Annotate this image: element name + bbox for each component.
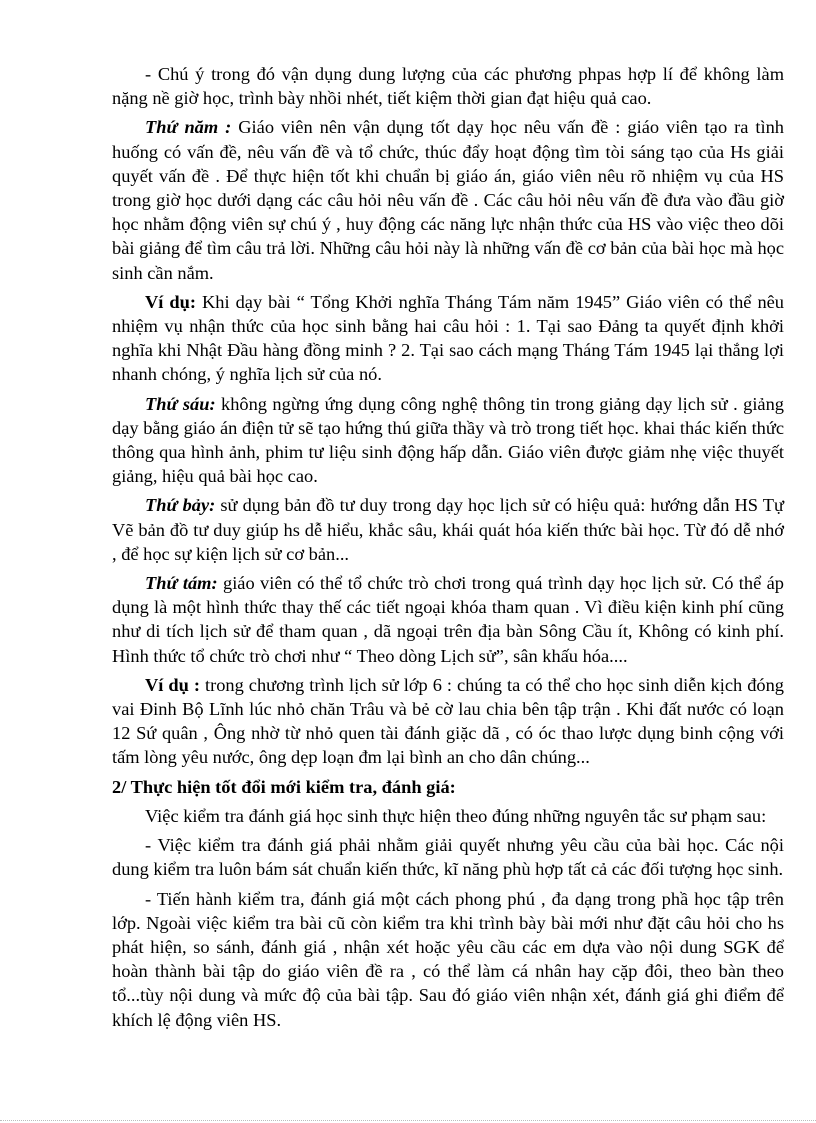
paragraph-lead: Thứ tám: bbox=[145, 573, 218, 594]
paragraph-lead: Thứ bảy: bbox=[145, 495, 216, 516]
paragraph-example-2 bbox=[112, 673, 784, 770]
paragraph-text: giáo viên có thể tổ chức trò chơi trong quá trình dạy học lịch sử. Có thể áp dụng là một hình thức thay thế các tiết ngoại khóa tham quan . Vì điều kiện kinh phí cũng như di tích lịch sử để tham quan , dã ngoại trên địa bàn Sông Cầu ít, Không có kinh phí. Hình thức tổ chức trò chơi như “ Theo dòng Lịch sử”, sân khấu hóa.... bbox=[112, 573, 785, 666]
paragraph-text: không ngừng ứng dụng công nghệ thông tin trong giảng dạy lịch sử . giảng dạy bằng giáo án điện tử sẽ tạo hứng thú giữa thầy và trò trong tiết học. khai thác kiến thức thông qua hình ảnh, phim tư liệu sinh động hấp dẫn. Giáo viên được giảm nhẹ việc thuyết giảng, hiệu quả bài học cao. bbox=[112, 393, 784, 487]
paragraph-lead: Thứ sáu: bbox=[145, 393, 216, 414]
paragraph-thu-bay bbox=[112, 493, 784, 566]
paragraph-text: sử dụng bản đồ tư duy trong dạy học lịch sử có hiệu quả: hướng dẫn HS Tự Vẽ bản đồ tư duy giúp hs dễ hiểu, khắc sâu, khái quát hóa kiến thức bài học. Từ đó dễ nhớ , để học sự kiện lịch sử cơ bản... bbox=[112, 495, 784, 564]
paragraph-thu-nam bbox=[112, 115, 784, 284]
paragraph-text: - Chú ý trong đó vận dụng dung lượng của các phương phpas hợp lí để không làm nặng nề giờ học, trình bày nhồi nhét, tiết kiệm thời gian đạt hiệu quả cao. bbox=[112, 64, 784, 109]
paragraph-intro: Việc kiểm tra đánh giá học sinh thực hiện theo đúng những nguyên tắc sư phạm sau: bbox=[145, 805, 767, 826]
paragraph-example-1 bbox=[112, 290, 784, 387]
document-page bbox=[112, 62, 784, 1037]
paragraph-text: Khi dạy bài “ Tổng Khởi nghĩa Tháng Tám năm 1945” Giáo viên có thể nêu nhiệm vụ nhận thức của học sinh bằng hai câu hỏi : 1. Tại sao Đảng ta quyết định khởi nghĩa khi Nhật Đầu hàng đồng minh ? 2. Tại sao cách mạng Tháng Tám 1945 lại thắng lợi nhanh chóng, ý nghĩa lịch sử của nó. bbox=[112, 291, 784, 385]
paragraph-text: Giáo viên nên vận dụng tốt dạy học nêu vấn đề : giáo viên tạo ra tình huống có vấn đề, nêu vấn đề và tổ chức, thúc đẩy hoạt động tìm tòi sáng tạo của Hs giải quyết vấn đề . Để thực hiện tốt khi chuẩn bị giáo án, giáo viên nêu rõ nhiệm vụ của HS trong giờ học dưới dạng các câu hỏi nêu vấn đề . Các câu hỏi nêu vấn đề đưa vào đầu giờ học nhằm động viên sự chú ý , huy động các năng lực nhận thức của HS vào việc theo dõi bài giảng để tìm câu trả lời. Những câu hỏi này là những vấn đề cơ bản của bài học mà học sinh cần nắm. bbox=[112, 117, 784, 283]
paragraph-thu-tam bbox=[112, 571, 784, 668]
page-bottom-divider bbox=[0, 1120, 816, 1121]
paragraph-note bbox=[112, 62, 784, 110]
paragraph-lead: Thứ năm : bbox=[145, 117, 232, 138]
paragraph-bullet-1: - Việc kiểm tra đánh giá phải nhằm giải quyết nhưng yêu cầu của bài học. Các nội dung kiểm tra luôn bám sát chuẩn kiến thức, kĩ năng phù hợp tất cả các đối tượng học sinh. bbox=[112, 835, 784, 880]
paragraph-lead: Ví dụ : bbox=[145, 674, 200, 695]
paragraph-lead: Ví dụ: bbox=[145, 291, 196, 312]
section-heading: 2/ Thực hiện tốt đổi mới kiểm tra, đánh giá: bbox=[112, 776, 456, 797]
paragraph-bullet-2: - Tiến hành kiểm tra, đánh giá một cách phong phú , đa dạng trong phầ học tập trên lớp. Ngoài việc kiểm tra bài cũ còn kiểm tra khi trình bày bài mới như đặt câu hỏi cho hs phát hiện, so sánh, đánh giá , nhận xét hoặc yêu cầu các em dựa vào nội dung SGK để hoàn thành bài tập do giáo viên đề ra , có thể làm cá nhân hay cặp đôi, theo bàn theo tổ...tùy nội dung và mức độ của bài tập. Sau đó giáo viên nhận xét, đánh giá ghi điểm để khích lệ động viên HS. bbox=[112, 888, 784, 1030]
paragraph-thu-sau bbox=[112, 392, 784, 489]
paragraph-text: trong chương trình lịch sử lớp 6 : chúng ta có thể cho học sinh diễn kịch đóng vai Đinh Bộ Lĩnh lúc nhỏ chăn Trâu và bẻ cờ lau chia bên tập trận . Khi đất nước có loạn 12 Sứ quân , Ông nhờ từ nhỏ quen tài đánh giặc dã , có óc thao lược dụng binh cộng với tấm lòng yêu nước, ông dẹp loạn đm lại bình an cho dân chúng... bbox=[112, 674, 784, 768]
